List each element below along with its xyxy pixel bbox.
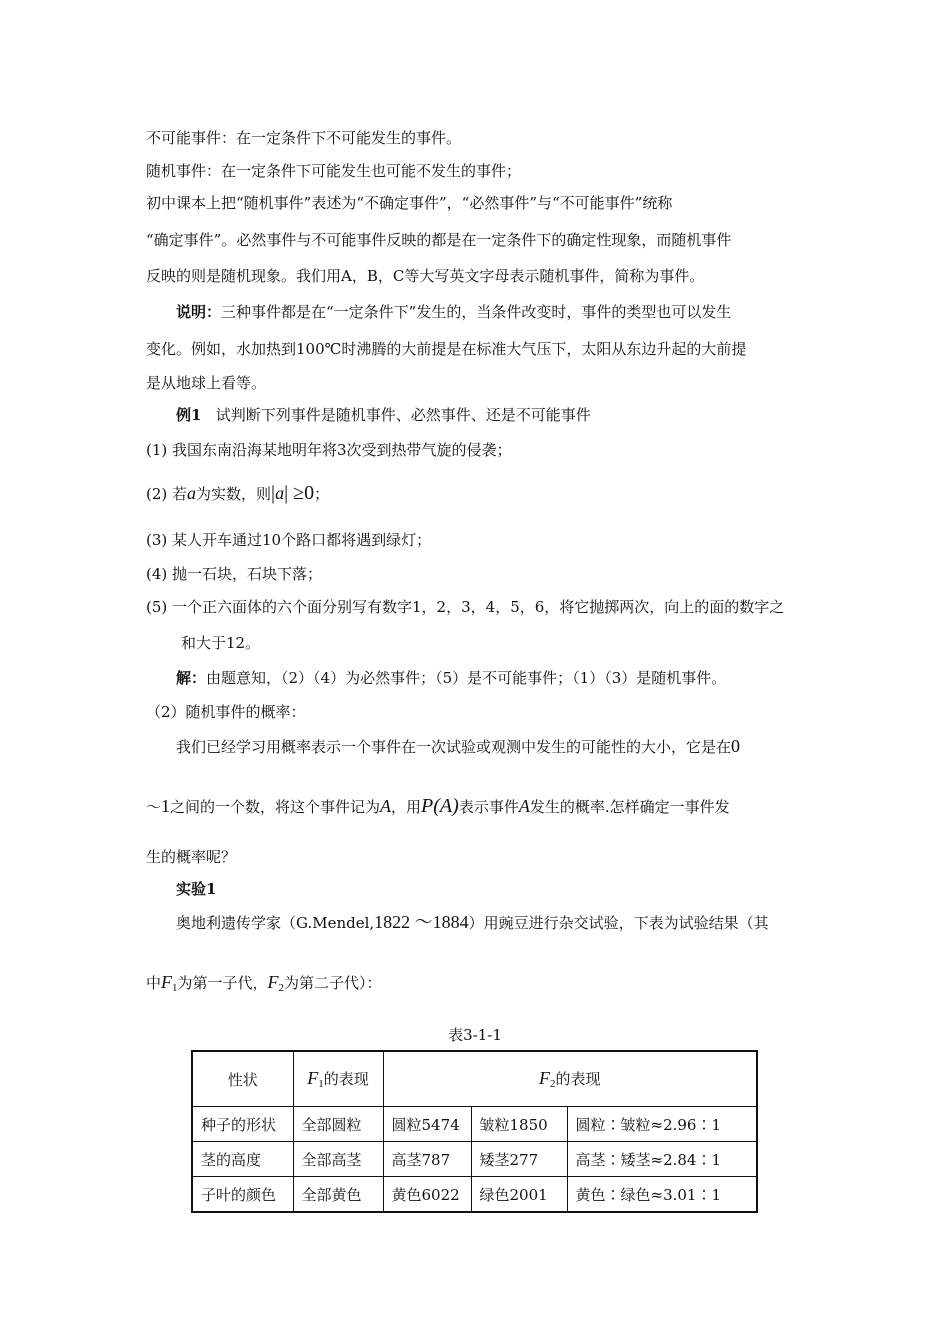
math-geq: ≥	[293, 482, 305, 504]
explain-text: 三种事件都是在“一定条件下”发生的，当条件改变时，事件的类型也可以发生	[221, 303, 732, 321]
def-random: 随机事件：在一定条件下可能发生也可能不发生的事件；	[146, 162, 522, 180]
note-line-2: “确定事件”。必然事件与不可能事件反映的都是在一定条件下的确定性现象，而随机事件	[146, 231, 732, 249]
math-zero: 0	[304, 482, 315, 504]
example-item-2	[146, 483, 329, 503]
cell-count-b: 矮茎277	[471, 1142, 567, 1177]
probability-text-1: 我们已经学习用概率表示一个事件在一次试验或观测中发生的可能性的大小，它是在	[176, 738, 732, 756]
results-table	[191, 1050, 758, 1213]
example-item-5-line-1: (5) 一个正六面体的六个面分别写有数字1，2，3，4，5，6，将它抛掷两次，向上的面的数字之	[146, 598, 785, 616]
example-item-4: (4) 抛一石块，石块下落；	[146, 565, 323, 583]
header-f2-suffix: 的表现	[555, 1070, 601, 1088]
header-f1-letter: F	[307, 1068, 319, 1088]
example-item-1: (1) 我国东南沿海某地明年将3次受到热带气旋的侵袭；	[146, 441, 512, 459]
math-f2-sub: 2	[278, 982, 285, 994]
note-line-3: 反映的则是随机现象。我们用A，B，C等大写英文字母表示随机事件，简称为事件。	[146, 267, 705, 285]
cell-ratio: 圆粒∶皱粒≈2.96∶1	[567, 1107, 757, 1142]
probability-line-2	[146, 796, 730, 816]
example-item-5-line-2: 和大于12。	[181, 634, 261, 652]
math-f1	[161, 972, 178, 992]
probability-text-2c: 表示事件	[458, 798, 519, 816]
math-zero-range: 0	[731, 736, 741, 756]
probability-text-2a: 之间的一个数，将这个事件记为	[170, 798, 381, 816]
cell-ratio: 高茎∶矮茎≈2.84∶1	[567, 1142, 757, 1177]
experiment-text-2b: 为第一子代，	[177, 974, 268, 992]
def-impossible: 不可能事件：在一定条件下不可能发生的事件。	[146, 129, 462, 147]
math-f1-sub: 1	[172, 982, 178, 994]
cell-count-b: 绿色2001	[471, 1177, 567, 1213]
experiment-text-1a: 奥地利遗传学家（G.Mendel,	[176, 914, 375, 932]
experiment-text-1b: ）用豌豆进行杂交试验，下表为试验结果（其	[468, 914, 769, 932]
math-f1-letter: F	[161, 972, 173, 992]
explain-label: 说明：	[176, 303, 222, 321]
table-row	[192, 1107, 757, 1142]
experiment-text-2a: 中	[146, 974, 162, 992]
header-f1-suffix: 的表现	[323, 1070, 369, 1088]
header-f2	[383, 1051, 757, 1107]
cell-count-a: 高茎787	[383, 1142, 471, 1177]
experiment-line-1	[176, 913, 769, 931]
probability-text-2d: 发生的概率.怎样确定一事件发	[529, 798, 730, 816]
example-heading	[176, 408, 591, 423]
probability-line-1	[176, 737, 740, 755]
probability-line-3: 生的概率呢？	[146, 848, 237, 866]
experiment-line-2	[146, 973, 382, 994]
table-caption: 表3-1-1	[448, 1026, 502, 1044]
experiment-text-2c: 为第二子代）：	[284, 974, 382, 992]
experiment-label-text: 实验1	[176, 880, 217, 898]
item2-prefix: (2) 若	[146, 485, 188, 503]
cell-count-a: 黄色6022	[383, 1177, 471, 1213]
item2-middle: 为实数，则	[196, 485, 272, 503]
table-row	[192, 1177, 757, 1213]
cell-trait: 子叶的颜色	[192, 1177, 293, 1213]
cell-f1: 全部黄色	[293, 1177, 383, 1213]
cell-ratio: 黄色∶绿色≈3.01∶1	[567, 1177, 757, 1213]
solution	[176, 671, 726, 686]
experiment-years: 1822 ～1884	[374, 912, 469, 932]
example-title: 试判断下列事件是随机事件、必然事件、还是不可能事件	[215, 406, 591, 424]
explain-line-3: 是从地球上看等。	[146, 374, 267, 392]
example-item-3: (3) 某人开车通过10个路口都将遇到绿灯；	[146, 531, 432, 549]
cell-f1: 全部高茎	[293, 1142, 383, 1177]
math-f2-letter: F	[267, 972, 279, 992]
solution-text: 由题意知，（2）（4）为必然事件；（5）是不可能事件；（1）（3）是随机事件。	[206, 669, 727, 687]
header-f2-letter: F	[538, 1068, 550, 1088]
math-event-a: A	[380, 796, 392, 816]
math-a: a	[187, 483, 197, 503]
math-p-of-a: P(A)	[421, 795, 459, 817]
header-trait: 性状	[192, 1051, 293, 1107]
math-abs-a: a	[275, 483, 285, 503]
cell-count-a: 圆粒5474	[383, 1107, 471, 1142]
cell-trait: 茎的高度	[192, 1142, 293, 1177]
header-f1-sub: 1	[318, 1078, 324, 1090]
math-f2	[268, 972, 285, 992]
note-line-1: 初中课本上把“随机事件”表述为“不确定事件”，“必然事件”与“不可能事件”统称	[146, 194, 673, 212]
example-label: 例1	[176, 406, 202, 424]
header-f1	[293, 1051, 383, 1107]
experiment-label	[176, 882, 216, 897]
explain-line-1	[176, 305, 731, 320]
explain-line-2: 变化。例如，水加热到100℃时沸腾的大前提是在标准大气压下，太阳从东边升起的大前提	[146, 340, 747, 358]
header-f2-sub: 2	[549, 1078, 556, 1090]
probability-text-2b: ，用	[391, 798, 422, 816]
table-row	[192, 1142, 757, 1177]
range-tilde: ～	[146, 798, 162, 816]
solution-label: 解：	[176, 669, 207, 687]
math-one: 1	[161, 796, 171, 816]
table-header-row	[192, 1051, 757, 1107]
abs-expression: |a| ≥0	[271, 482, 315, 504]
cell-f1: 全部圆粒	[293, 1107, 383, 1142]
probability-heading: （2）随机事件的概率：	[146, 703, 306, 721]
cell-count-b: 皱粒1850	[471, 1107, 567, 1142]
item2-end: ；	[314, 485, 330, 503]
math-event-a-2: A	[518, 796, 530, 816]
cell-trait: 种子的形状	[192, 1107, 293, 1142]
